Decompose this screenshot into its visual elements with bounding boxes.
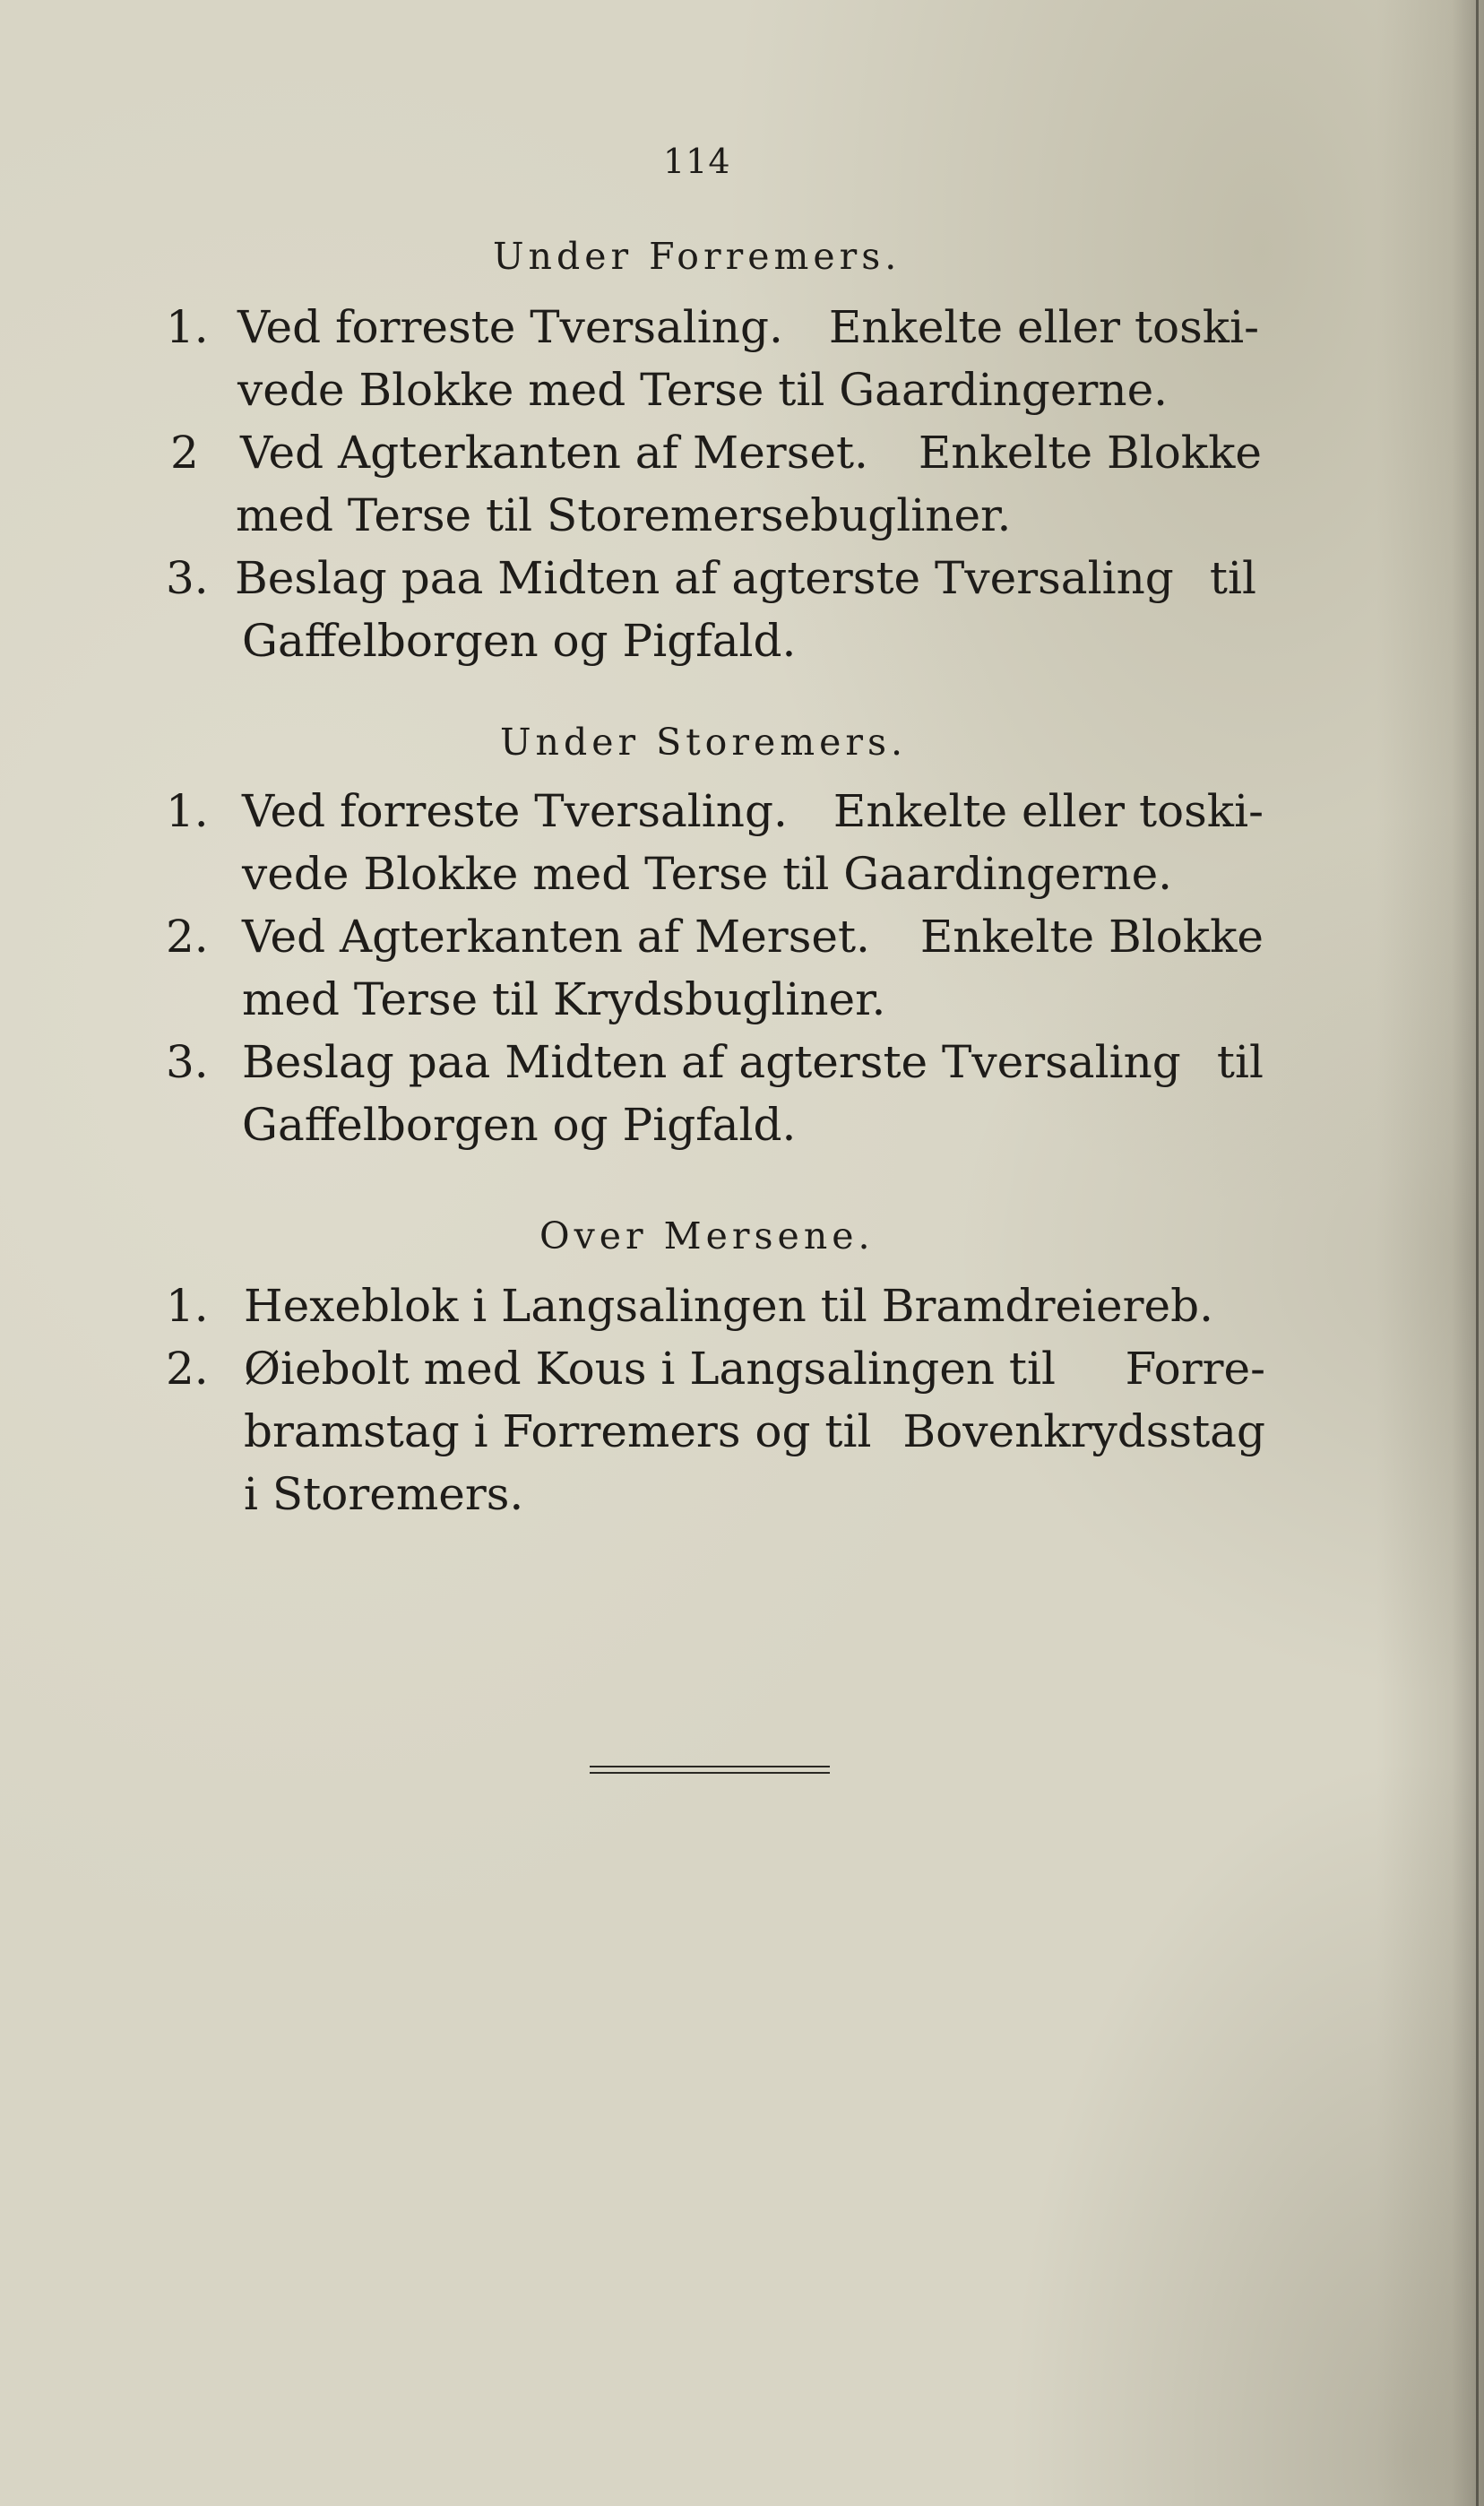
- page-edge-line: [1476, 0, 1479, 2506]
- item-number: 2.: [166, 911, 209, 963]
- item-line: [242, 911, 1264, 963]
- item-text: Enkelte Blokke: [918, 427, 1262, 479]
- item-number: 1.: [166, 785, 209, 837]
- item-text: Ved Agterkanten af Merset.: [240, 427, 868, 479]
- item-number: 2: [170, 427, 199, 479]
- item-number: 3.: [166, 552, 209, 604]
- item-text: bramstag i Forremers og til: [244, 1405, 872, 1457]
- item-line: med Terse til Storemersebugliner.: [236, 489, 1012, 541]
- item-line: [235, 552, 1256, 604]
- item-text: Enkelte Blokke: [919, 911, 1264, 963]
- item-number: 1.: [166, 1280, 209, 1332]
- item-line: [242, 1036, 1264, 1088]
- item-line: i Storemers.: [244, 1468, 524, 1520]
- item-line: [244, 1343, 1265, 1395]
- page-edge-shadow: [1376, 0, 1484, 2506]
- section-heading: Under Forremers.: [493, 235, 902, 278]
- item-text: Enkelte eller toski-: [828, 301, 1259, 353]
- item-line: [237, 301, 1259, 353]
- item-line: vede Blokke med Terse til Gaardingerne.: [237, 364, 1169, 416]
- section-heading: Under Storemers.: [500, 721, 908, 764]
- item-text: Beslag paa Midten af agterste Tversaling: [242, 1036, 1181, 1088]
- item-text: Øiebolt med Kous i Langsalingen til: [244, 1343, 1056, 1395]
- item-text: Ved forreste Tversaling.: [237, 301, 783, 353]
- page-number: 114: [663, 142, 731, 181]
- item-line: Hexeblok i Langsalingen til Bramdreiereb.: [244, 1280, 1214, 1332]
- item-text: Ved Agterkanten af Merset.: [242, 911, 870, 963]
- item-line: [244, 1405, 1265, 1457]
- item-text: til: [1216, 1036, 1264, 1088]
- item-line: Gaffelborgen og Pigfald.: [242, 615, 797, 667]
- item-text: Forre-: [1125, 1343, 1265, 1395]
- section-heading: Over Mersene.: [539, 1214, 875, 1257]
- item-number: 1.: [166, 301, 209, 353]
- item-number: 2.: [166, 1343, 209, 1395]
- item-line: Gaffelborgen og Pigfald.: [242, 1099, 797, 1151]
- item-text: Beslag paa Midten af agterste Tversaling: [235, 552, 1174, 604]
- item-line: [240, 427, 1262, 479]
- item-number: 3.: [166, 1036, 209, 1088]
- item-line: med Terse til Krydsbugliner.: [242, 973, 886, 1025]
- item-line: vede Blokke med Terse til Gaardingerne.: [242, 848, 1173, 900]
- item-text: til: [1209, 552, 1256, 604]
- item-line: [242, 785, 1264, 837]
- item-text: Bovenkrydsstag: [902, 1405, 1265, 1457]
- item-text: Ved forreste Tversaling.: [242, 785, 788, 837]
- end-rule-divider: [590, 1766, 830, 1778]
- item-text: Enkelte eller toski-: [833, 785, 1264, 837]
